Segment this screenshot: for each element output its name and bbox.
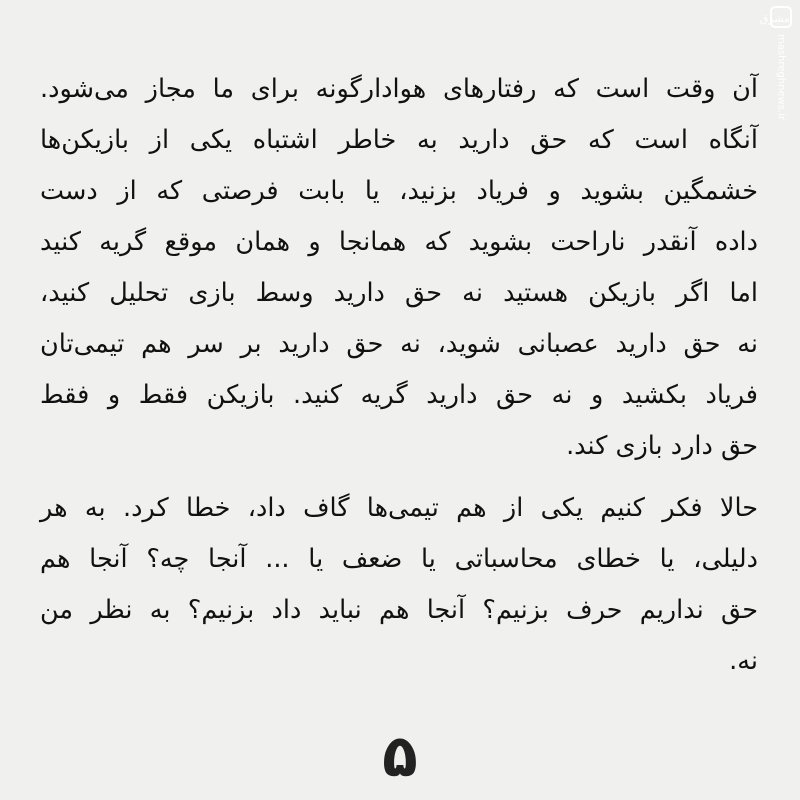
text-line: داده آنقدر ناراحت بشوید که همانجا و همان موقع گریه کنید xyxy=(40,227,758,257)
page-number: ۵ xyxy=(382,722,418,790)
text-line: فریاد بکشید و نه حق دارید گریه کنید. بازیکن فقط و فقط xyxy=(40,380,758,410)
text-line: آنگاه است که حق دارید به خاطر اشتباه یکی از بازیکن‌ها xyxy=(40,125,758,155)
text-line: آن وقت است که رفتارهای هوادارگونه برای ما مجاز می‌شود. xyxy=(40,74,758,104)
paragraph-2 xyxy=(40,483,758,687)
watermark-url: mashreghnews.ir xyxy=(775,34,787,121)
text-line: حق دارد بازی کند. xyxy=(566,431,758,461)
paragraph-1 xyxy=(40,64,758,472)
text-line: دلیلی، یا خطای محاسباتی یا ضعف یا ... آنجا چه؟ آنجا هم xyxy=(40,544,758,574)
text-line: اما اگر بازیکن هستید نه حق دارید وسط بازی تحلیل کنید، xyxy=(40,278,758,308)
text-line: خشمگین بشوید و فریاد بزنید، یا بابت فرصتی که از دست xyxy=(40,176,758,206)
text-line: حق نداریم حرف بزنیم؟ آنجا هم نباید داد بزنیم؟ به نظر من xyxy=(40,595,758,625)
mashregh-logo-icon: مشرق xyxy=(770,6,792,28)
watermark xyxy=(759,6,794,136)
text-line: نه حق دارید عصبانی شوید، نه حق دارید بر سر هم تیمی‌تان xyxy=(40,329,758,359)
text-line: حالا فکر کنیم یکی از هم تیمی‌ها گاف داد، خطا کرد. به هر xyxy=(40,493,758,523)
text-line: نه. xyxy=(729,646,758,676)
